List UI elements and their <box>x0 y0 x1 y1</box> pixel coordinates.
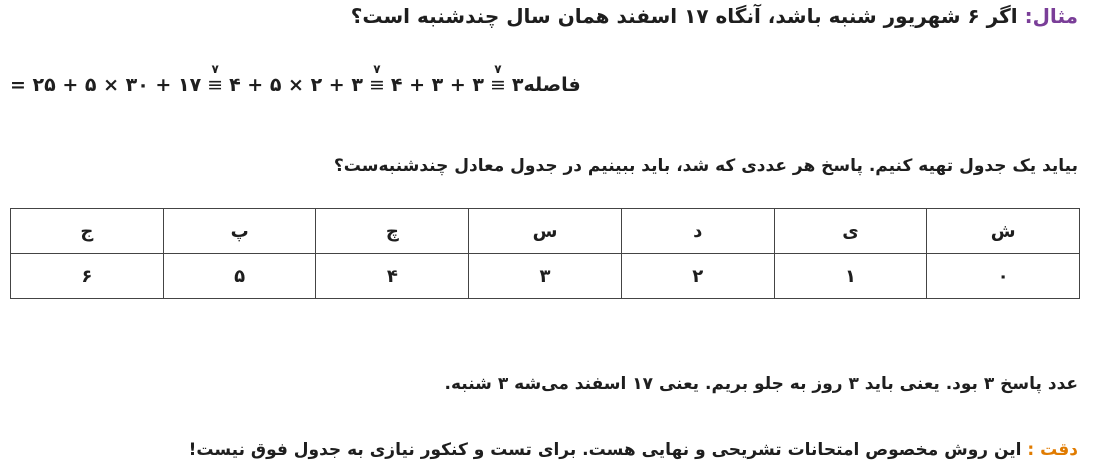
weekday-cell: چ <box>316 209 469 254</box>
note-line <box>189 440 1078 460</box>
note-label: دقت : <box>1027 440 1078 460</box>
number-cell: ۳ <box>469 254 622 299</box>
modulus-label-3: ۷ <box>494 62 502 76</box>
weekday-cell: ج <box>11 209 164 254</box>
number-cell: ۱ <box>774 254 927 299</box>
number-cell: ۴ <box>316 254 469 299</box>
instruction-text: بیاید یک جدول تهیه کنیم. پاسخ هر عددی که شد، باید ببینیم در جدول معادل چندشنبه‌ست؟ <box>333 156 1078 176</box>
number-cell: ۲ <box>621 254 774 299</box>
congruence-symbol-2 <box>368 62 385 96</box>
answer-text: عدد پاسخ ۳ بود. یعنی باید ۳ روز به جلو بریم. یعنی ۱۷ اسفند می‌شه ۳ شنبه. <box>444 374 1078 394</box>
weekday-cell: د <box>621 209 774 254</box>
weekday-cell: ش <box>927 209 1080 254</box>
weekday-cell: س <box>469 209 622 254</box>
example-question: اگر ۶ شهریور شنبه باشد، آنگاه ۱۷ اسفند همان سال چندشنبه است؟ <box>350 4 1018 28</box>
formula-part-1: = ۲۵ + ۵ × ۳۰ + ۱۷ <box>10 74 202 96</box>
number-cell: ۵ <box>163 254 316 299</box>
congruence-symbol-1 <box>207 62 224 96</box>
weekday-row <box>11 209 1080 254</box>
congruence-glyph-1: ≡ <box>207 74 224 96</box>
formula-result: ۳ <box>511 74 524 96</box>
example-label: مثال: <box>1024 4 1078 28</box>
modulus-label-1: ۷ <box>211 62 219 76</box>
weekday-table <box>10 208 1080 299</box>
distance-label: فاصله <box>523 74 581 96</box>
congruence-glyph-3: ≡ <box>489 74 506 96</box>
note-text: این روش مخصوص امتحانات تشریحی و نهایی هست. برای تست و کنکور نیازی به جدول فوق نیست! <box>188 440 1022 460</box>
modulus-label-2: ۷ <box>373 62 381 76</box>
formula-part-3: ۴ + ۳ + ۳ <box>390 74 484 96</box>
weekday-cell: ی <box>774 209 927 254</box>
congruence-symbol-3 <box>489 62 506 96</box>
formula-part-2: ۴ + ۵ × ۲ + ۳ <box>229 74 363 96</box>
number-cell: ۰ <box>927 254 1080 299</box>
example-heading <box>351 4 1078 28</box>
weekday-cell: پ <box>163 209 316 254</box>
number-row <box>11 254 1080 299</box>
distance-formula <box>10 62 587 96</box>
congruence-glyph-2: ≡ <box>368 74 385 96</box>
number-cell: ۶ <box>11 254 164 299</box>
